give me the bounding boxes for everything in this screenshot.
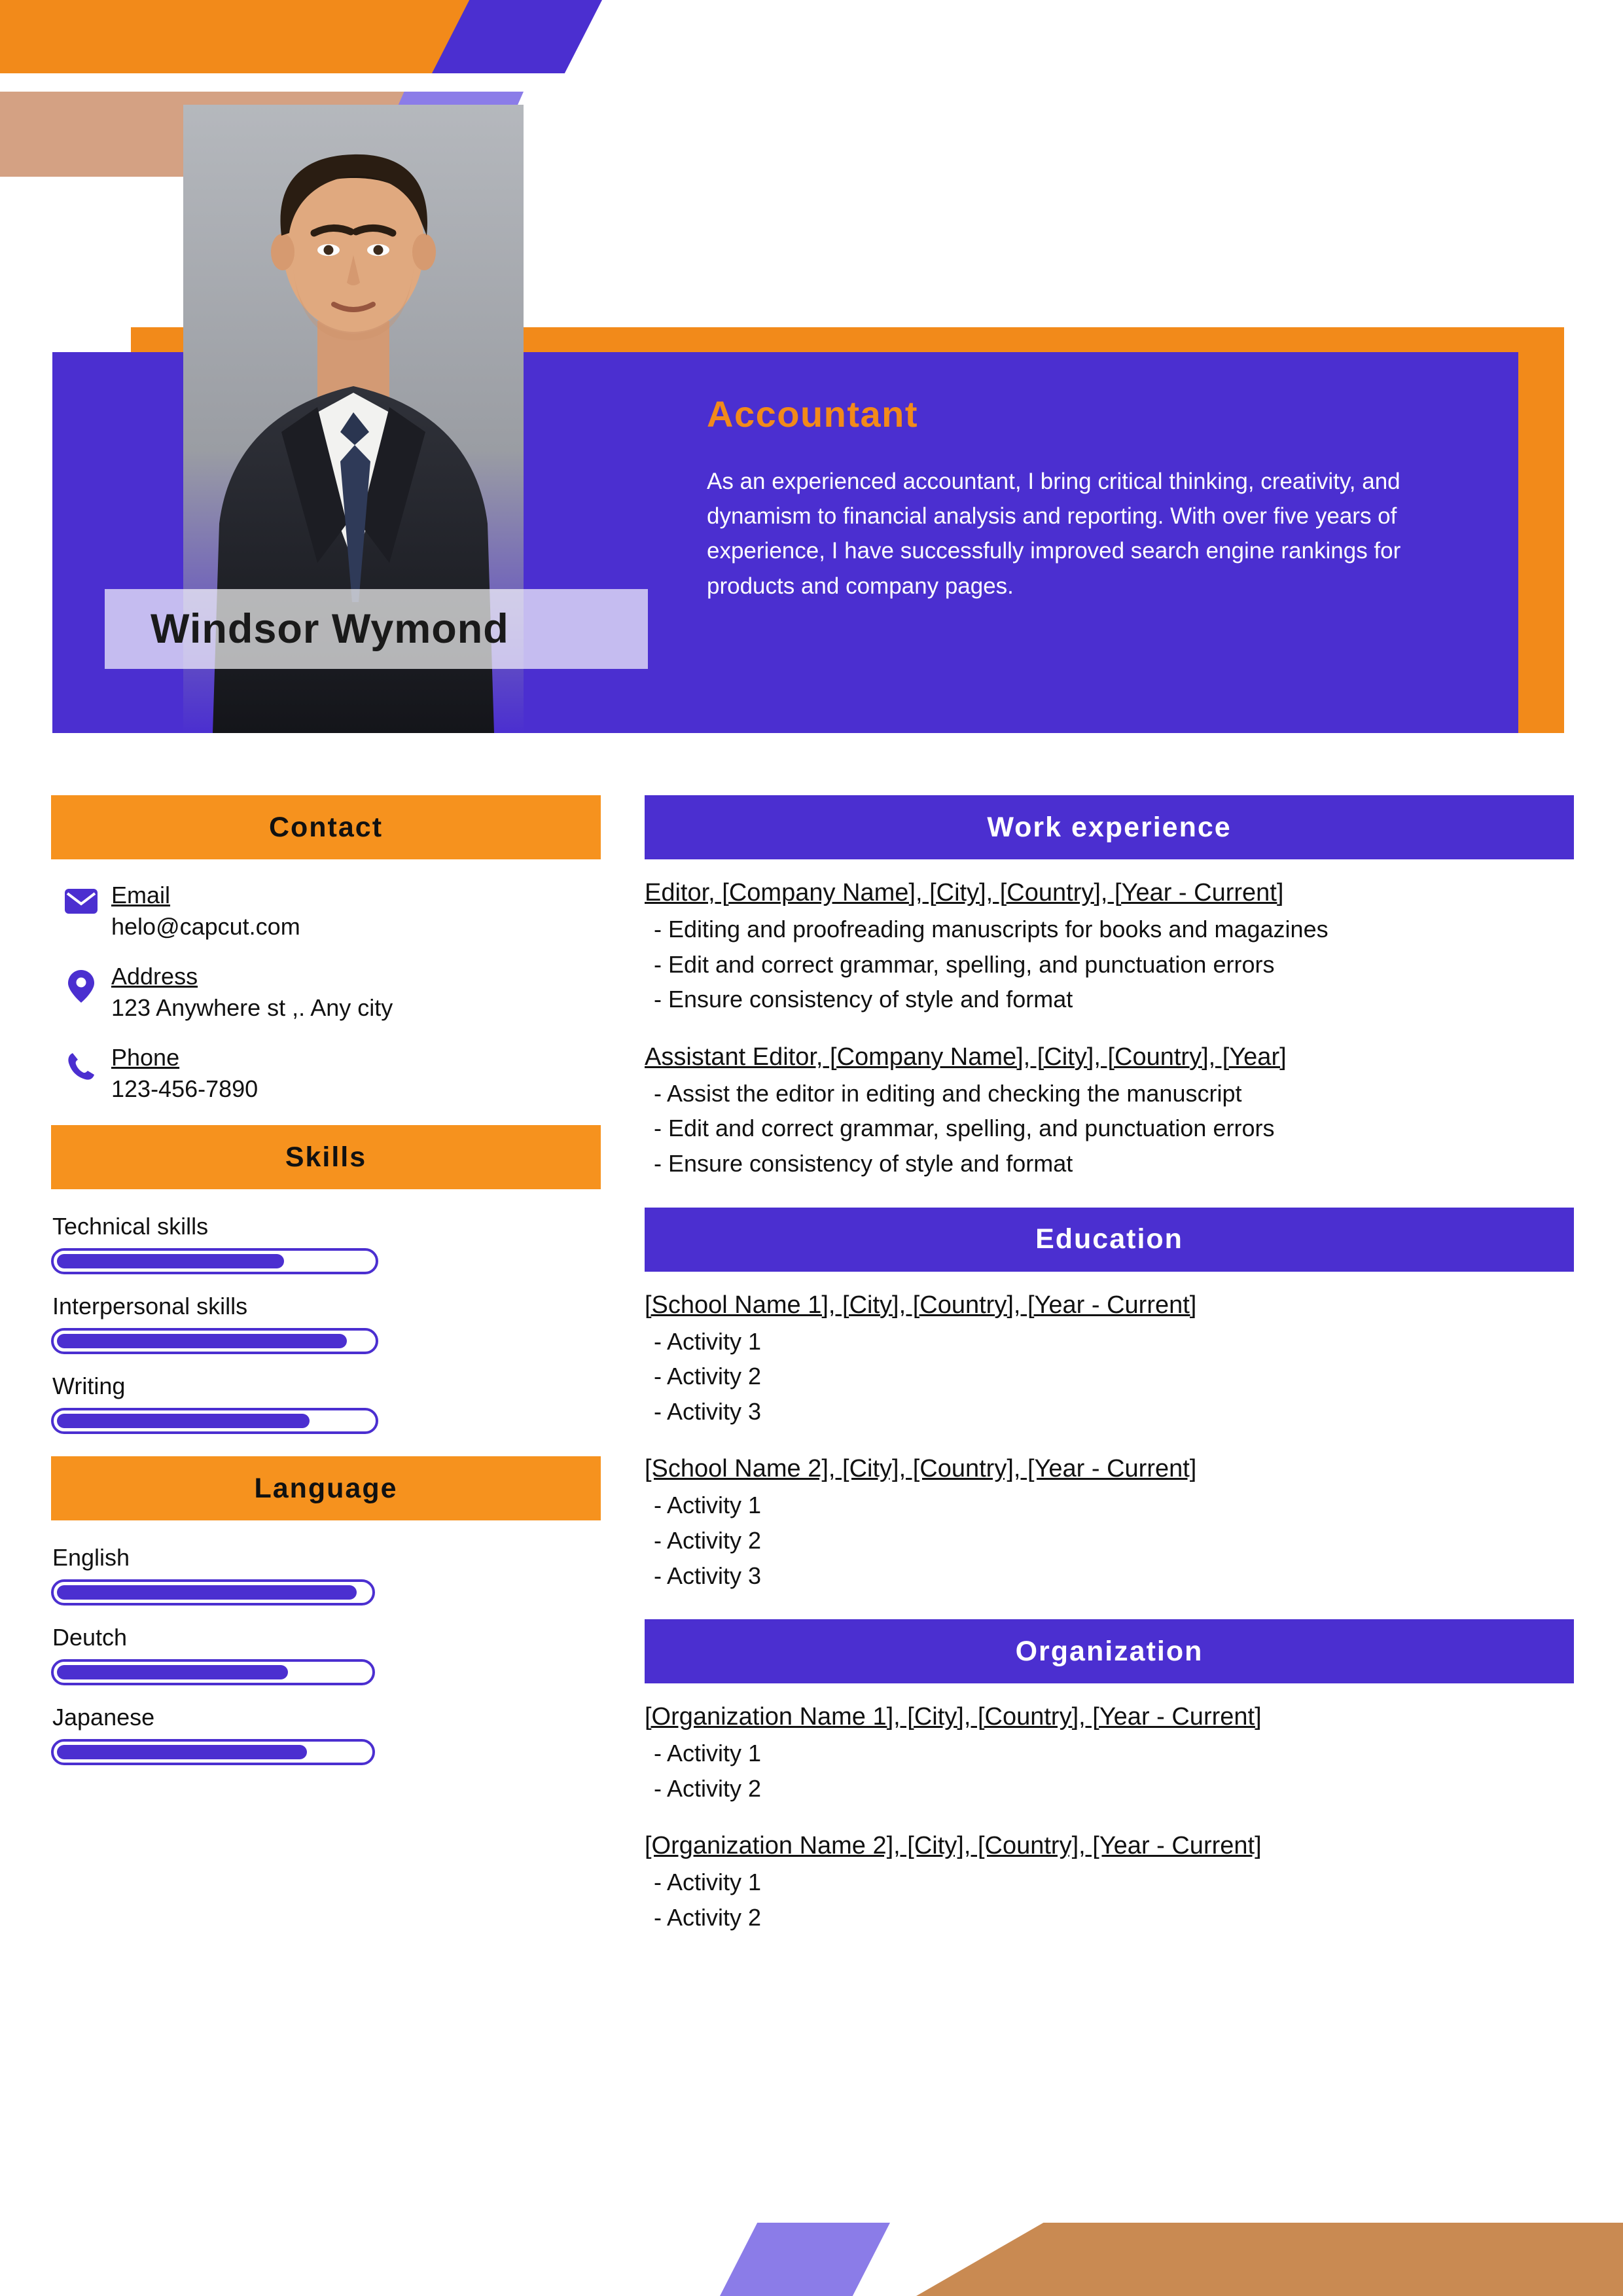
work-entry-line: - Assist the editor in editing and checking the manuscript [654, 1079, 1242, 1107]
contact-label-address: Address [111, 963, 198, 990]
candidate-name: Windsor Wymond [151, 606, 509, 652]
contact-list [51, 882, 601, 1103]
language-label: English [52, 1544, 130, 1571]
education-entry-title: [School Name 1], [City], [Country], [Year - Current] [645, 1291, 1197, 1319]
education-entry-line: - Activity 3 [654, 1397, 762, 1425]
bottom-right-purple-shape [720, 2223, 890, 2296]
education-entry-line: - Activity 1 [654, 1327, 762, 1355]
education-entry-line: - Activity 2 [654, 1526, 762, 1554]
language-label: Deutch [52, 1624, 128, 1651]
language-bar-track [51, 1579, 375, 1605]
education-entry [645, 1455, 1574, 1592]
language-bar-fill [57, 1745, 307, 1759]
contact-section-heading: Contact [51, 795, 601, 859]
skill-bar-track [51, 1408, 378, 1434]
language-list [51, 1544, 601, 1765]
skill-label: Technical skills [52, 1213, 209, 1240]
skills-section-heading: Skills [51, 1125, 601, 1189]
contact-label-email: Email [111, 882, 171, 908]
work-entry-line: - Ensure consistency of style and format [654, 1149, 1073, 1177]
skill-item [51, 1293, 601, 1354]
address-icon [51, 963, 111, 1003]
skills-list [51, 1213, 601, 1434]
phone-icon [51, 1044, 111, 1082]
skill-item [51, 1372, 601, 1434]
work-entry-line: - Editing and proofreading manuscripts for books and magazines [654, 916, 1329, 942]
organization-entry [645, 1703, 1574, 1804]
organization-entry-line: - Activity 1 [654, 1740, 762, 1767]
email-icon [51, 882, 111, 914]
resume-header [52, 327, 1564, 733]
profile-summary: As an experienced accountant, I bring critical thinking, creativity, and dynamism to financial analysis and reporting. With over five years of experience, I have successfully improved search engine rankings for products and company pages. [707, 469, 1401, 599]
contact-item-phone [51, 1044, 601, 1103]
contact-value-phone[interactable]: 123-456-7890 [111, 1075, 259, 1102]
skill-label: Interpersonal skills [52, 1293, 248, 1319]
organization-section-heading: Organization [645, 1619, 1574, 1683]
job-title: Accountant [707, 393, 918, 435]
education-entry-title: [School Name 2], [City], [Country], [Year - Current] [645, 1455, 1197, 1483]
language-label: Japanese [52, 1704, 155, 1731]
education-entry-line: - Activity 2 [654, 1363, 762, 1390]
organization-entry-title: [Organization Name 1], [City], [Country], [Year - Current] [645, 1703, 1262, 1731]
header-text-block [707, 393, 1479, 603]
work-entry-line: - Edit and correct grammar, spelling, and punctuation errors [654, 950, 1275, 978]
language-bar-track [51, 1739, 375, 1765]
work-entry-line: - Ensure consistency of style and format [654, 986, 1073, 1013]
skill-label: Writing [52, 1372, 126, 1399]
contact-item-email [51, 882, 601, 941]
skill-bar-fill [57, 1334, 347, 1348]
organization-entry [645, 1832, 1574, 1933]
skill-item [51, 1213, 601, 1274]
work-entry-title: Assistant Editor, [Company Name], [City], [Country], [Year] [645, 1043, 1287, 1071]
education-entry [645, 1291, 1574, 1428]
organization-entry-line: - Activity 2 [654, 1903, 762, 1931]
language-bar-track [51, 1659, 375, 1685]
skill-bar-track [51, 1248, 378, 1274]
contact-label-phone: Phone [111, 1044, 180, 1071]
language-item [51, 1704, 601, 1765]
language-bar-fill [57, 1585, 357, 1600]
education-entry-line: - Activity 1 [654, 1492, 762, 1519]
contact-item-address [51, 963, 601, 1022]
work-section-heading: Work experience [645, 795, 1574, 859]
skill-bar-fill [57, 1254, 284, 1268]
language-bar-fill [57, 1665, 288, 1679]
language-section-heading: Language [51, 1456, 601, 1520]
left-column [51, 795, 601, 1784]
language-item [51, 1544, 601, 1605]
contact-value-address[interactable]: 123 Anywhere st ,. Any city [111, 994, 393, 1021]
organization-entry-line: - Activity 2 [654, 1774, 762, 1802]
organization-entry-line: - Activity 1 [654, 1869, 762, 1896]
work-entry-line: - Edit and correct grammar, spelling, and punctuation errors [654, 1115, 1275, 1142]
work-entry [645, 879, 1574, 1016]
name-plate [105, 589, 648, 669]
skill-bar-track [51, 1328, 378, 1354]
bottom-right-orange-shape [916, 2223, 1623, 2296]
contact-value-email[interactable]: helo@capcut.com [111, 913, 300, 940]
work-entry-title: Editor, [Company Name], [City], [Country], [Year - Current] [645, 879, 1284, 906]
work-entry [645, 1043, 1574, 1180]
skill-bar-fill [57, 1414, 310, 1428]
education-entry-line: - Activity 3 [654, 1562, 762, 1589]
organization-entry-title: [Organization Name 2], [City], [Country], [Year - Current] [645, 1832, 1262, 1860]
language-item [51, 1624, 601, 1685]
right-column [645, 795, 1574, 1962]
education-section-heading: Education [645, 1208, 1574, 1272]
